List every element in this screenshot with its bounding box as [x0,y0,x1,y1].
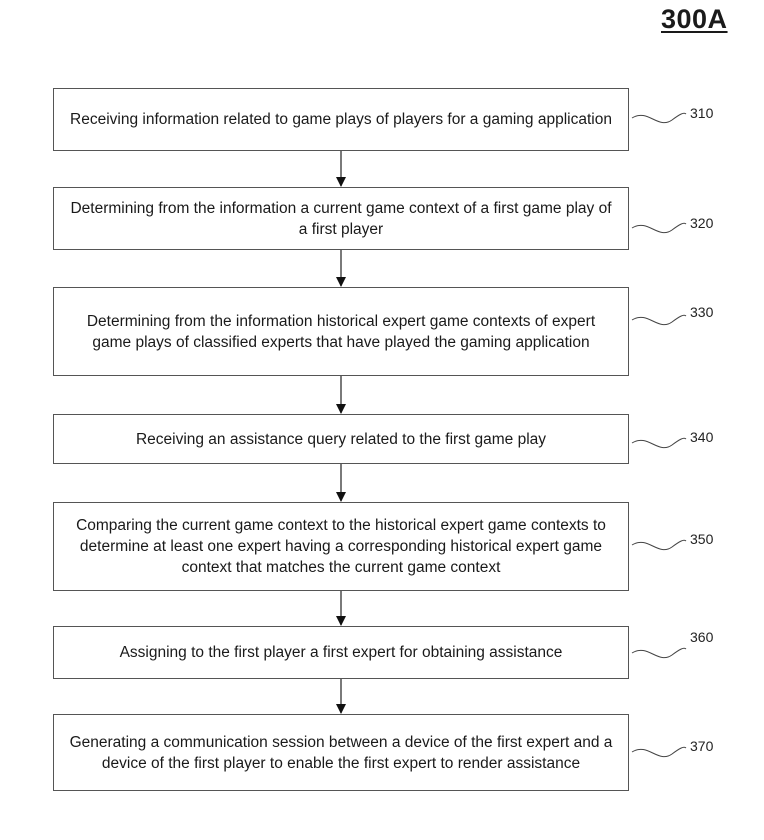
ref-label-360: 360 [690,629,714,645]
leader-360 [632,648,686,657]
step-320-box [53,187,629,250]
step-340-box [53,414,629,464]
ref-label-340: 340 [690,429,714,445]
step-370-box [53,714,629,791]
step-330-box [53,287,629,376]
figure-label: 300A [661,4,728,34]
leader-340 [632,438,686,447]
leader-370 [632,747,686,756]
leader-310 [632,113,686,122]
step-340-text: Receiving an assistance query related to the first game play [135,430,547,448]
step-370-text: Generating a communication session between a device of the first expert and a device of the first player to enable the first expert to render assistance [69,733,613,772]
ref-label-350: 350 [690,531,714,547]
step-360-box [53,626,629,679]
ref-label-320: 320 [690,215,714,231]
step-330-text: Determining from the information historical expert game contexts of expert game plays of classified experts that have played the gaming application [86,312,596,351]
ref-label-330: 330 [690,304,714,320]
step-310-text: Receiving information related to game plays of players for a gaming application [70,111,612,128]
ref-label-370: 370 [690,738,714,754]
step-350-box [53,502,629,591]
step-350-text: Comparing the current game context to the historical expert game contexts to determine at least one expert having a corresponding historical expert game context that matches the current game context [76,517,606,576]
leader-350 [632,540,686,549]
ref-label-310: 310 [690,105,714,121]
step-360-text: Assigning to the first player a first expert for obtaining assistance [119,644,563,661]
step-320-text: Determining from the information a current game context of a first game play of a first player [70,199,612,238]
step-310-box [53,88,629,151]
leader-320 [632,223,686,232]
leader-330 [632,315,686,324]
